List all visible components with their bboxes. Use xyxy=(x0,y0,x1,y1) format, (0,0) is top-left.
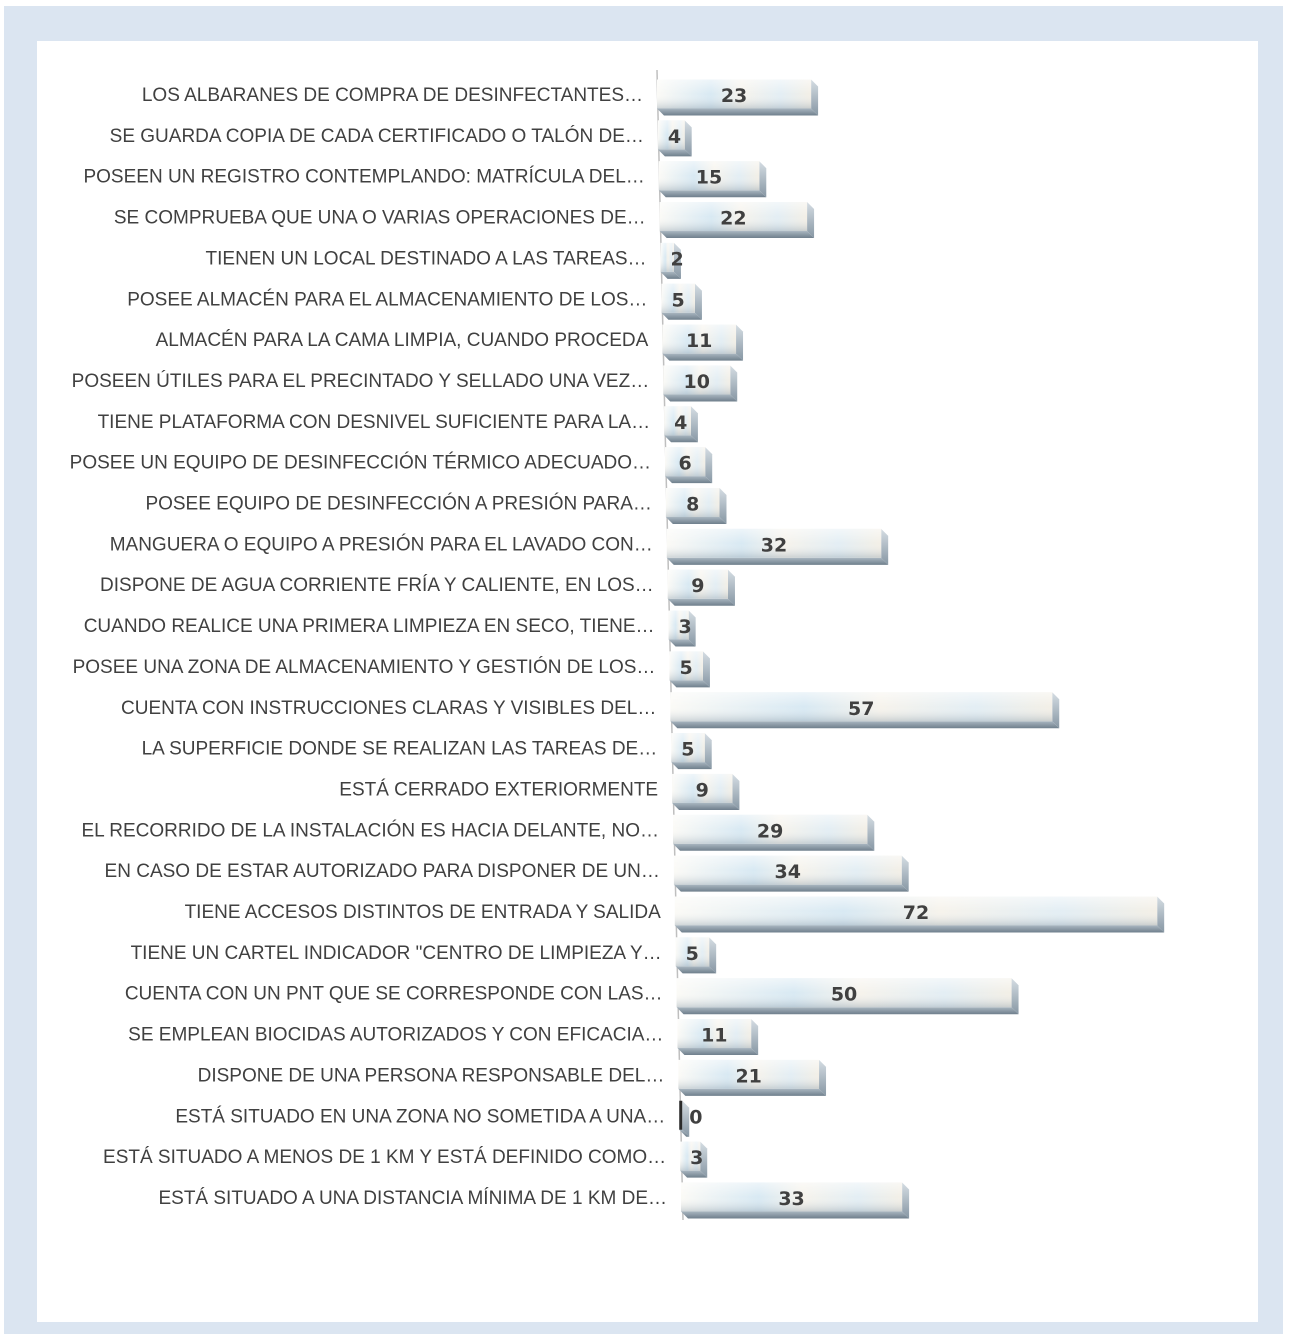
category-label: TIENE PLATAFORMA CON DESNIVEL SUFICIENTE PARA LA… xyxy=(97,411,651,433)
category-label: LOS ALBARANES DE COMPRA DE DESINFECTANTES… xyxy=(141,85,643,106)
value-label: 11 xyxy=(685,330,713,353)
value-label: 33 xyxy=(778,1187,805,1210)
category-label: ESTÁ CERRADO EXTERIORMENTE xyxy=(339,779,659,801)
bar-bottom xyxy=(677,1007,1019,1014)
bar-bottom xyxy=(665,476,712,483)
value-label: 6 xyxy=(678,452,692,475)
category-label: SE GUARDA COPIA DE CADA CERTIFICADO O TALÓN DE… xyxy=(109,125,644,147)
bar-bottom xyxy=(663,394,737,401)
bar-bottom xyxy=(668,599,735,606)
bar-bottom xyxy=(669,680,710,687)
category-label: POSEEN UN REGISTRO CONTEMPLANDO: MATRÍCULA DEL… xyxy=(83,166,645,188)
value-label: 23 xyxy=(720,85,748,107)
category-label: ESTÁ SITUADO A UNA DISTANCIA MÍNIMA DE 1 KM DE… xyxy=(158,1187,667,1209)
value-label: 72 xyxy=(902,902,930,924)
category-label: ESTÁ SITUADO A MENOS DE 1 KM Y ESTÁ DEFINIDO COMO… xyxy=(103,1147,667,1169)
bar-bottom xyxy=(671,762,712,769)
category-label: DISPONE DE UNA PERSONA RESPONSABLE DEL… xyxy=(197,1065,665,1087)
value-label: 5 xyxy=(685,942,699,965)
bar-bottom xyxy=(662,354,743,361)
bar-bottom xyxy=(667,558,888,565)
bar-bottom xyxy=(659,190,767,197)
category-label: EN CASO DE ESTAR AUTORIZADO PARA DISPONER DE UN… xyxy=(104,861,660,883)
value-label: 9 xyxy=(695,779,709,802)
bar-bottom xyxy=(660,231,814,238)
category-label: CUENTA CON INSTRUCCIONES CLARAS Y VISIBLES DEL… xyxy=(121,697,657,719)
category-label: EL RECORRIDO DE LA INSTALACIÓN ES HACIA DELANTE, NO… xyxy=(81,820,659,842)
value-label: 5 xyxy=(679,656,693,679)
category-label: ALMACÉN PARA LA CAMA LIMPIA, CUANDO PROCEDA xyxy=(155,330,649,352)
category-label: POSEEN ÚTILES PARA EL PRECINTADO Y SELLADO UNA VEZ… xyxy=(71,370,650,392)
category-label: TIENEN UN LOCAL DESTINADO A LAS TAREAS… xyxy=(205,248,647,270)
value-label: 8 xyxy=(686,493,700,516)
category-label: MANGUERA O EQUIPO A PRESIÓN PARA EL LAVADO CON… xyxy=(109,534,653,556)
category-label: POSEE UNA ZONA DE ALMACENAMIENTO Y GESTIÓN DE LOS… xyxy=(72,656,656,678)
category-label: ESTÁ SITUADO EN UNA ZONA NO SOMETIDA A UNA… xyxy=(175,1106,666,1128)
bar-bottom xyxy=(676,966,717,973)
bar-bottom xyxy=(666,517,727,524)
value-label: 0 xyxy=(689,1106,703,1129)
value-label: 4 xyxy=(667,125,682,148)
value-label: 9 xyxy=(691,575,705,598)
value-label: 3 xyxy=(690,1147,704,1170)
value-label: 32 xyxy=(760,534,788,557)
value-label: 10 xyxy=(683,370,710,393)
value-label: 57 xyxy=(848,697,875,720)
value-label: 4 xyxy=(674,411,688,434)
bar-face xyxy=(679,1101,682,1130)
category-label: SE EMPLEAN BIOCIDAS AUTORIZADOS Y CON EFICACIA… xyxy=(128,1024,664,1046)
value-label: 34 xyxy=(774,861,802,884)
bar-bottom xyxy=(673,844,874,851)
category-label: CUANDO REALICE UNA PRIMERA LIMPIEZA EN SECO, TIENE… xyxy=(83,616,655,638)
value-label: 50 xyxy=(830,983,858,1006)
category-label: TIENE ACCESOS DISTINTOS DE ENTRADA Y SALIDA xyxy=(184,902,661,923)
bar-bottom xyxy=(674,885,909,892)
value-label: 21 xyxy=(735,1065,762,1088)
value-label: 11 xyxy=(701,1024,728,1047)
bar-bottom xyxy=(670,721,1059,728)
value-label: 15 xyxy=(695,166,723,189)
value-label: 2 xyxy=(670,248,684,271)
value-label: 3 xyxy=(678,616,692,639)
category-label: TIENE UN CARTEL INDICADOR "CENTRO DE LIMPIEZA Y… xyxy=(130,942,662,964)
category-label: POSEE ALMACÉN PARA EL ALMACENAMIENTO DE LOS… xyxy=(127,289,648,311)
category-label: POSEE EQUIPO DE DESINFECCIÓN A PRESIÓN PARA… xyxy=(145,493,652,515)
category-label: LA SUPERFICIE DONDE SE REALIZAN LAS TAREAS DE… xyxy=(141,738,658,760)
value-label: 29 xyxy=(756,820,784,843)
bar-bottom xyxy=(661,313,702,320)
bar-bottom xyxy=(657,109,818,116)
bar-bottom xyxy=(677,1048,758,1055)
bar-bottom xyxy=(672,803,739,810)
value-label: 5 xyxy=(671,289,685,312)
category-label: DISPONE DE AGUA CORRIENTE FRÍA Y CALIENTE, EN LOS… xyxy=(100,575,654,597)
category-label: SE COMPRUEBA QUE UNA O VARIAS OPERACIONES DE… xyxy=(113,207,646,229)
value-label: 22 xyxy=(720,207,747,230)
category-label: POSEE UN EQUIPO DE DESINFECCIÓN TÉRMICO ADECUADO… xyxy=(69,452,651,474)
category-label: CUENTA CON UN PNT QUE SE CORRESPONDE CON LAS… xyxy=(124,983,663,1005)
bar-bottom xyxy=(681,1211,909,1218)
value-label: 5 xyxy=(681,738,695,761)
bar-bottom xyxy=(675,926,1164,933)
bar-bottom xyxy=(678,1089,826,1096)
